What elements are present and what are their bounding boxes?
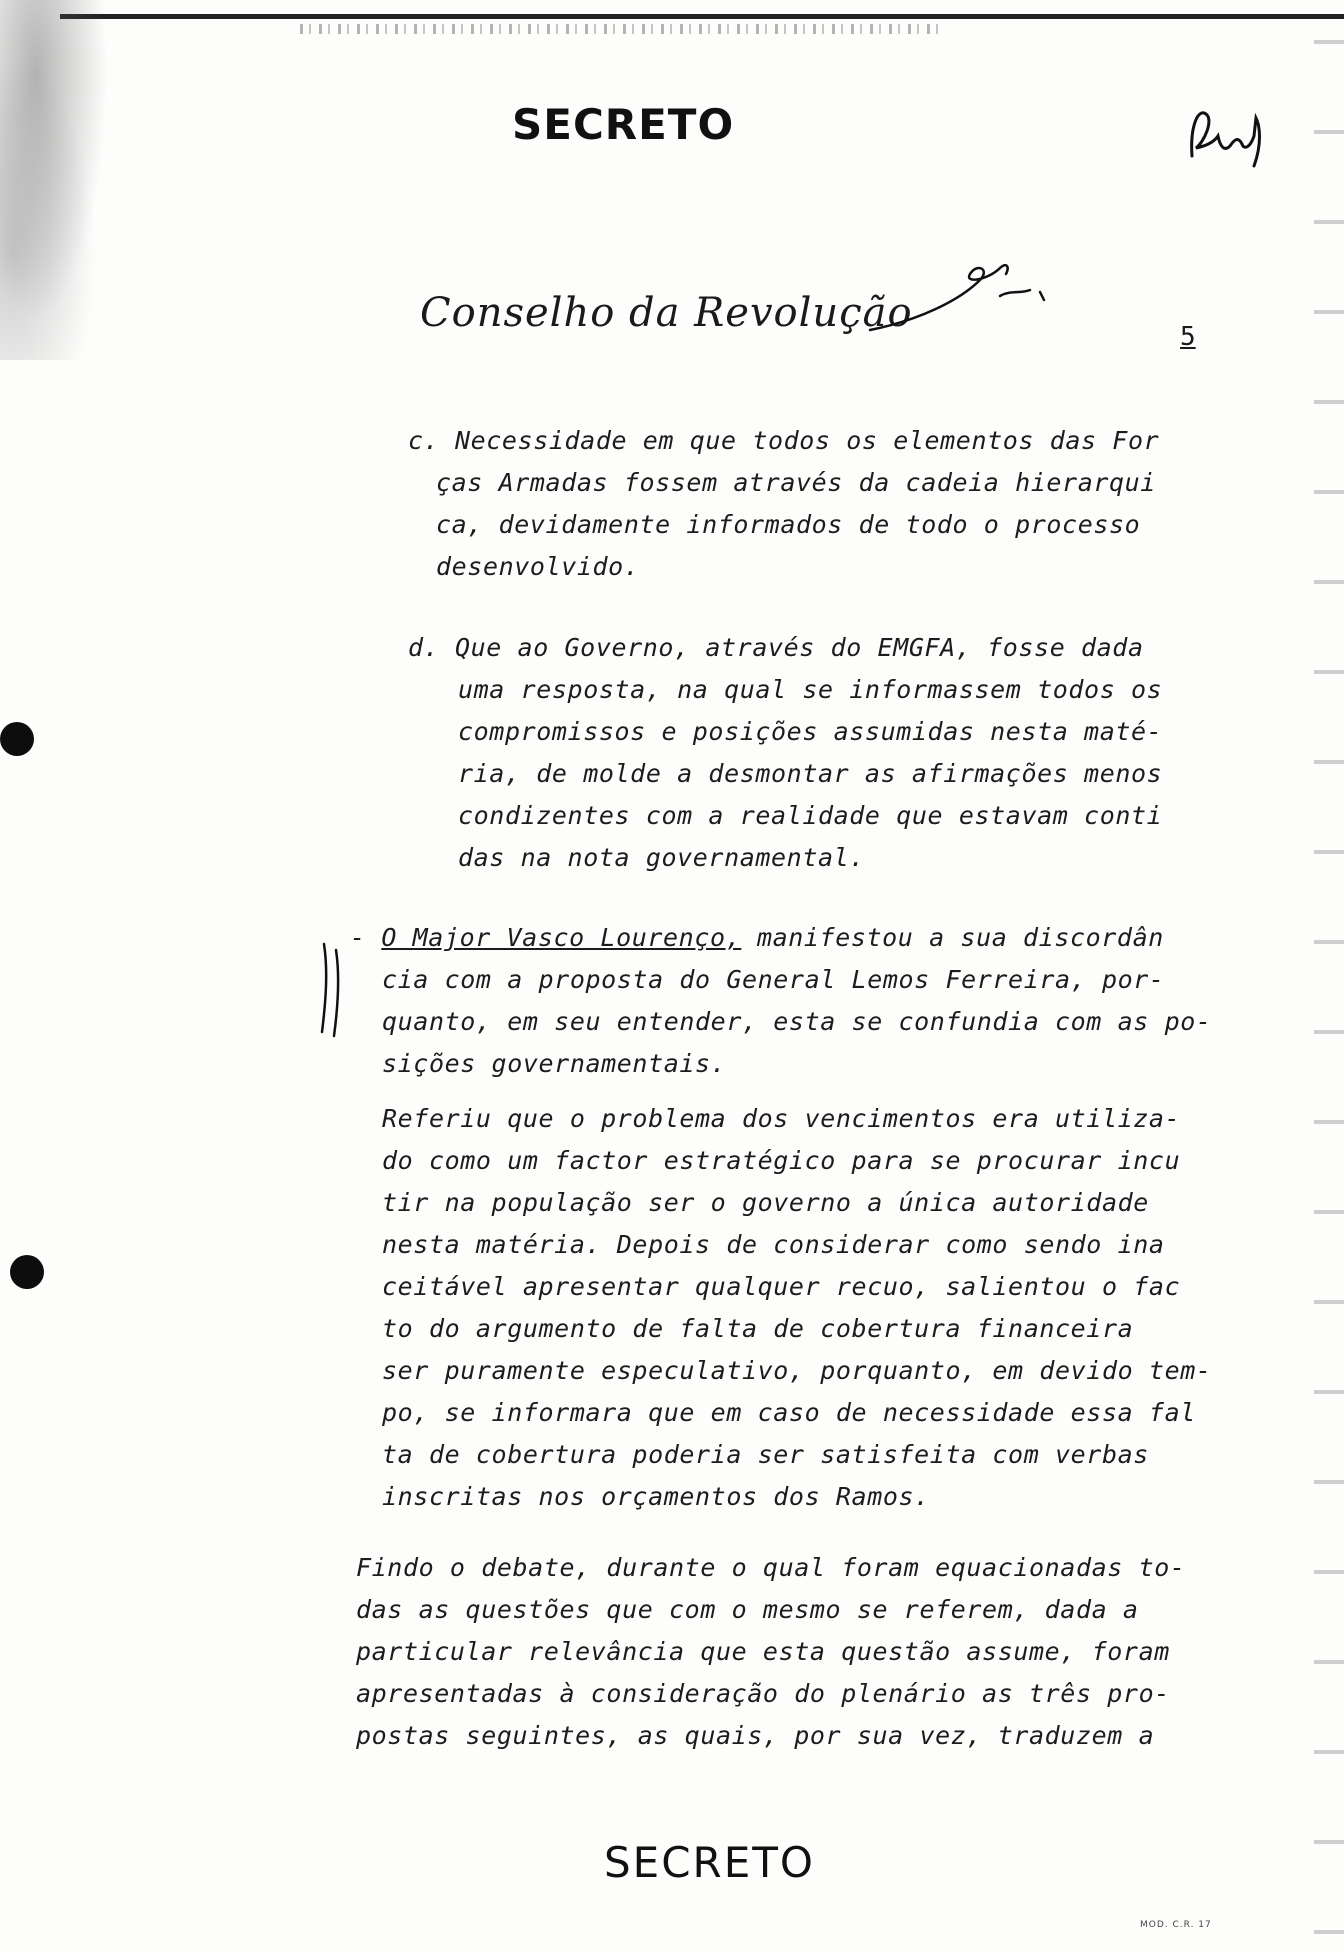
signature-scribble	[860, 240, 1060, 350]
referiu-paragraph	[382, 1098, 1230, 1518]
text-line: ta de cobertura poderia ser satisfeita com verbas	[382, 1440, 1149, 1469]
text-line: desenvolvido.	[436, 552, 640, 581]
text-line: Referiu que o problema dos vencimentos era utiliza-	[382, 1104, 1181, 1133]
text-line: ria, de molde a desmontar as afirmações menos	[458, 759, 1163, 788]
page-number: 5	[1180, 322, 1196, 352]
text-line: apresentadas à consideração do plenário as três pro-	[356, 1679, 1170, 1708]
text-line: po, se informara que em caso de necessidade essa fal	[382, 1398, 1196, 1427]
text-line: nesta matéria. Depois de considerar como sendo ina	[382, 1230, 1165, 1259]
text-line: tir na população ser o governo a única autoridade	[382, 1188, 1149, 1217]
text-line: ca, devidamente informados de todo o processo	[436, 510, 1141, 539]
text-line: condizentes com a realidade que estavam conti	[458, 801, 1163, 830]
scan-top-noise	[300, 24, 940, 34]
text-line: ceitável apresentar qualquer recuo, salientou o fac	[382, 1272, 1181, 1301]
text-line: das as questões que com o mesmo se referem, dada a	[356, 1595, 1139, 1624]
speaker-name: O Major Vasco Lourenço,	[381, 923, 742, 952]
classification-stamp-top: SECRETO	[512, 100, 735, 149]
punch-hole-lower	[10, 1255, 44, 1289]
vasco-lourenco-paragraph	[350, 917, 1230, 1085]
text-line: compromissos e posições assumidas nesta maté-	[458, 717, 1163, 746]
text-line: ser puramente especulativo, porquanto, em devido tem-	[382, 1356, 1212, 1385]
text-line: inscritas nos orçamentos dos Ramos.	[382, 1482, 930, 1511]
text-line: - O Major Vasco Lourenço, manifestou a sua discordân	[350, 923, 1164, 952]
letterhead-title: Conselho da Revolução	[420, 290, 913, 336]
text-line: to do argumento de falta de cobertura financeira	[382, 1314, 1134, 1343]
text-line: cia com a proposta do General Lemos Ferreira, por-	[382, 965, 1165, 994]
text-line: postas seguintes, as quais, por sua vez, traduzem a	[356, 1721, 1155, 1750]
handwritten-initials	[1184, 96, 1274, 176]
punch-hole-upper	[0, 722, 34, 756]
text-line: do como um factor estratégico para se procurar incu	[382, 1146, 1181, 1175]
text-line: Findo o debate, durante o qual foram equacionadas to-	[356, 1553, 1186, 1582]
text-line: ças Armadas fossem através da cadeia hierarqui	[436, 468, 1156, 497]
classification-stamp-bottom: SECRETO	[604, 1838, 815, 1887]
marginal-mark	[318, 940, 348, 1040]
text-line: particular relevância que esta questão assume, foram	[356, 1637, 1170, 1666]
scan-right-edge	[1314, 0, 1344, 1952]
text-line: d. Que ao Governo, através do EMGFA, fosse dada	[408, 633, 1144, 662]
text-line: uma resposta, na qual se informassem todos os	[458, 675, 1163, 704]
text-line: c. Necessidade em que todos os elementos das For	[408, 426, 1160, 455]
text-fragment: manifestou a sua discordân	[741, 923, 1164, 952]
text-line: quanto, em seu entender, esta se confundia com as po-	[382, 1007, 1212, 1036]
text-line: das na nota governamental.	[458, 843, 865, 872]
text-line: sições governamentais.	[382, 1049, 727, 1078]
scan-top-rule	[60, 14, 1344, 19]
form-code: MOD. C.R. 17	[1140, 1920, 1212, 1930]
item-d-paragraph	[408, 627, 1228, 879]
item-c-paragraph	[408, 420, 1228, 588]
scan-left-smudge	[0, 0, 120, 360]
findo-debate-paragraph	[356, 1547, 1226, 1757]
